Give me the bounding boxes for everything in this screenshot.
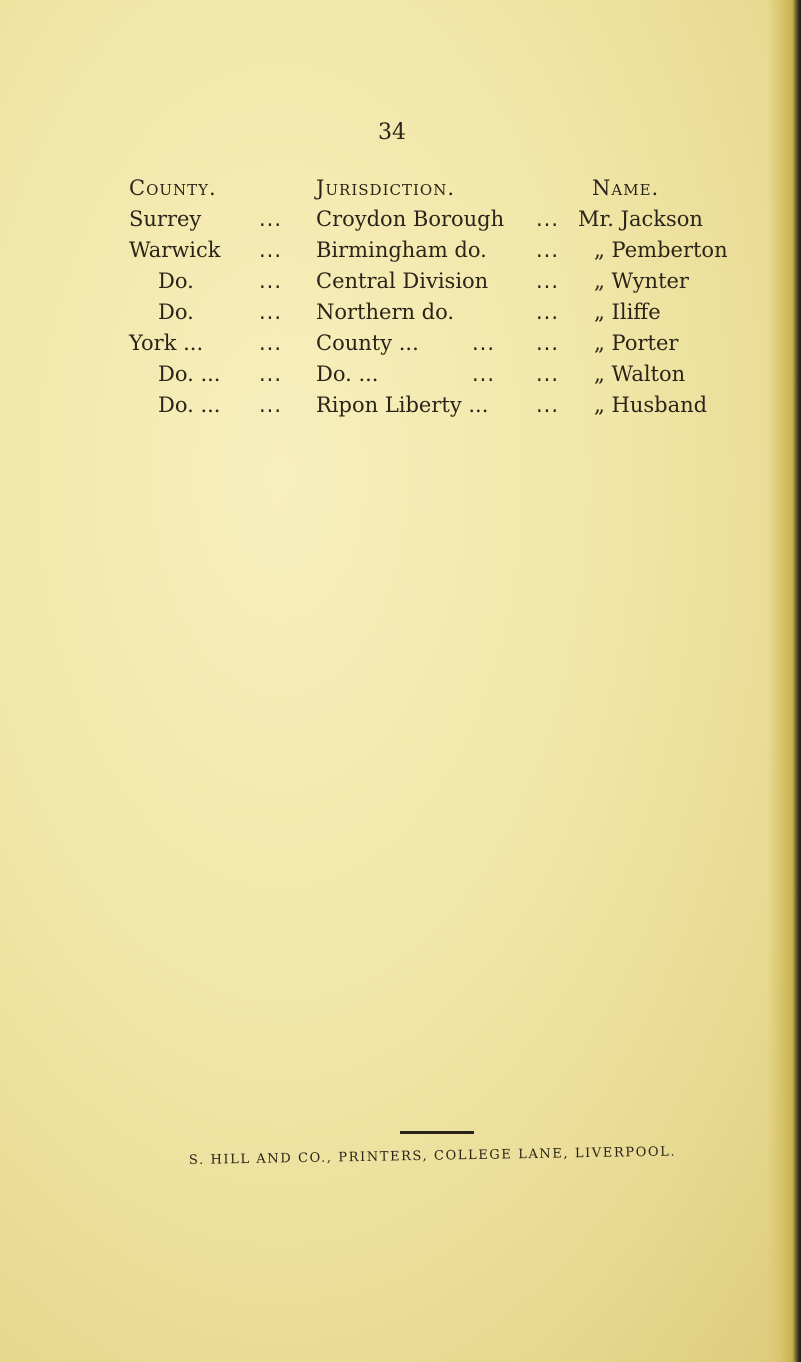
table-row-jurisdiction: Northern do. xyxy=(316,300,455,324)
header-jurisdiction: Jurisdiction. xyxy=(316,176,456,200)
table-row-county: Do. xyxy=(158,300,194,324)
table-row-name: „ Iliffe xyxy=(594,300,661,324)
table-row-name: „ Husband xyxy=(594,393,708,417)
table-row-jurisdiction: Ripon Liberty ... xyxy=(316,393,489,417)
leader-dots: ... xyxy=(259,238,283,262)
header-name: Name. xyxy=(592,176,660,200)
printer-imprint: S. HILL AND CO., PRINTERS, COLLEGE LANE, LIVERPOOL. xyxy=(188,1144,677,1168)
table-row-name: „ Porter xyxy=(594,331,679,355)
page-edge-shadow xyxy=(767,0,801,1362)
leader-dots: ... xyxy=(259,331,283,355)
page-number: 34 xyxy=(378,120,406,145)
leader-dots: ... xyxy=(536,362,560,386)
table-row-county: Surrey xyxy=(129,207,202,231)
leader-dots: ... xyxy=(259,207,283,231)
leader-dots: ... xyxy=(259,362,283,386)
table-row-name: „ Wynter xyxy=(594,269,689,293)
leader-dots: ... xyxy=(536,331,560,355)
table-row-jurisdiction: Birmingham do. xyxy=(316,238,487,262)
leader-dots: ... xyxy=(536,393,560,417)
leader-dots: ... xyxy=(536,300,560,324)
table-row-name: „ Pemberton xyxy=(594,238,728,262)
table-row-county: Do. xyxy=(158,269,194,293)
table-row-jurisdiction: Croydon Borough xyxy=(316,207,505,231)
leader-dots: ... xyxy=(472,331,496,355)
table-row-county: Do. ... xyxy=(158,362,221,386)
header-county: County. xyxy=(129,176,217,200)
leader-dots: ... xyxy=(536,207,560,231)
table-row-name: Mr. Jackson xyxy=(578,207,703,231)
leader-dots: ... xyxy=(536,238,560,262)
table-row-county: Warwick xyxy=(129,238,221,262)
leader-dots: ... xyxy=(472,362,496,386)
leader-dots: ... xyxy=(259,393,283,417)
footer-rule xyxy=(400,1131,474,1134)
table-row-jurisdiction: County ... xyxy=(316,331,419,355)
table-row-county: York ... xyxy=(129,331,204,355)
leader-dots: ... xyxy=(259,269,283,293)
table-row-county: Do. ... xyxy=(158,393,221,417)
table-row-jurisdiction: Do. ... xyxy=(316,362,379,386)
table-row-jurisdiction: Central Division xyxy=(316,269,489,293)
leader-dots: ... xyxy=(259,300,283,324)
leader-dots: ... xyxy=(536,269,560,293)
table-row-name: „ Walton xyxy=(594,362,686,386)
